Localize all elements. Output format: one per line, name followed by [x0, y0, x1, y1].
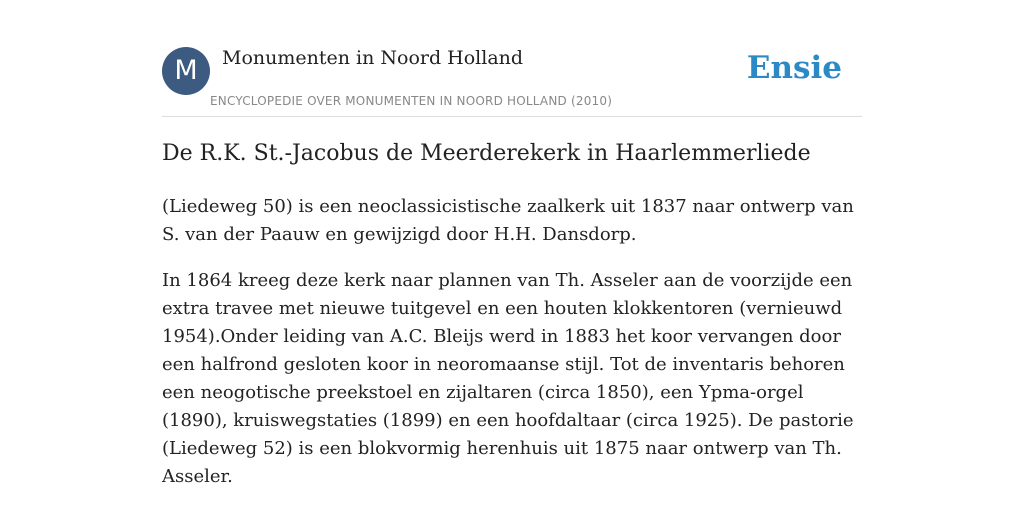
source-header — [162, 44, 862, 117]
article-title: De R.K. St.-Jacobus de Meerderekerk in Haarlemmerliede — [162, 141, 811, 166]
ensie-logo[interactable]: Ensie — [746, 50, 842, 86]
article-paragraph-2: In 1864 kreeg deze kerk naar plannen van Th. Asseler aan de voorzijde een extra travee met nieuwe tuitgevel en een houten klokkentoren (vernieuwd 1954).Onder leiding van A.C. Bleijs werd in 1883 het koor vervangen door een halfrond gesloten koor in neoromaanse stijl. Tot de inventaris behoren een neogotische preekstoel en zijaltaren (circa 1850), een Ypma-orgel (1890), kruiswegstaties (1899) en een hoofdaltaar (circa 1925). De pastorie (Liedeweg 52) is een blokvormig herenhuis uit 1875 naar ontwerp van Th. Asseler. — [162, 270, 854, 487]
article — [162, 138, 874, 509]
source-title[interactable]: Monumenten in Noord Holland — [222, 47, 524, 69]
source-subtitle: ENCYCLOPEDIE OVER MONUMENTEN IN NOORD HOLLAND (2010) — [210, 94, 613, 108]
source-avatar[interactable]: M — [162, 47, 210, 95]
article-paragraph-1: (Liedeweg 50) is een neoclassicistische zaalkerk uit 1837 naar ontwerp van S. van der Paauw en gewijzigd door H.H. Dansdorp. — [162, 196, 854, 245]
